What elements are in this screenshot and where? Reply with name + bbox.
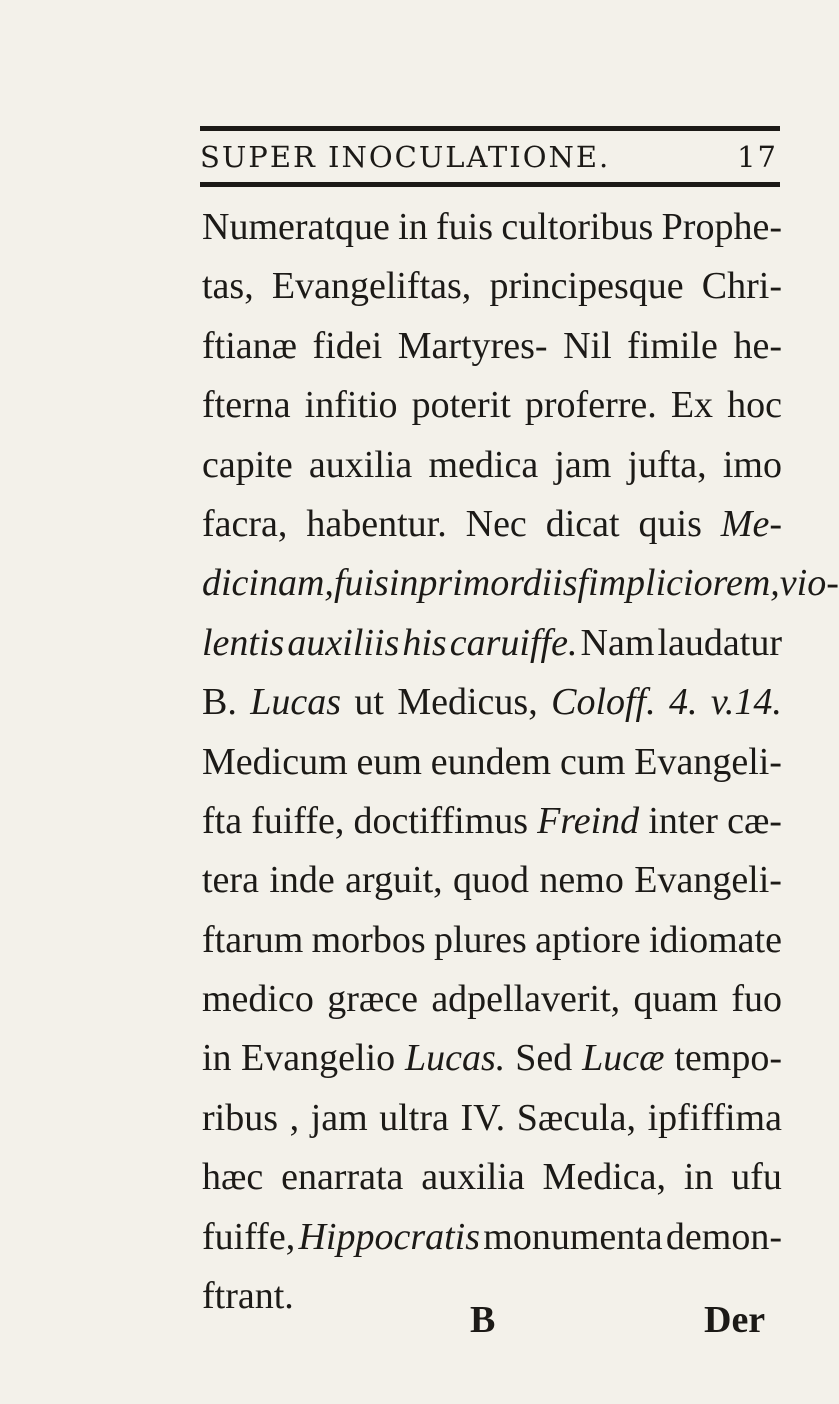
- word: fuiffe,: [202, 1215, 296, 1258]
- word: ftrant.: [202, 1275, 294, 1318]
- word: Medica,: [542, 1156, 666, 1199]
- word: Prophe-: [661, 206, 782, 248]
- text-line: [202, 911, 782, 970]
- italic-word: 4.: [669, 681, 698, 724]
- word: plures: [433, 918, 527, 961]
- word: poterit: [411, 384, 511, 427]
- word: Medicus,: [397, 681, 538, 724]
- word: in: [398, 206, 428, 248]
- italic-word: lentis: [202, 621, 285, 664]
- word: hoc: [727, 384, 782, 427]
- word: Sed: [515, 1037, 573, 1080]
- word: inter: [648, 799, 718, 842]
- word: Medicum: [202, 740, 348, 783]
- italic-word: auxiliis: [287, 621, 400, 664]
- word: cæ-: [727, 799, 782, 842]
- word: principesque: [489, 265, 684, 308]
- word: jufta,: [627, 443, 707, 486]
- word: quis: [638, 502, 702, 545]
- word: Sæcula,: [516, 1096, 636, 1139]
- word: enarrata: [281, 1156, 404, 1199]
- italic-word: Freind: [537, 799, 640, 842]
- text-line: [202, 376, 782, 435]
- word: eum: [356, 740, 422, 783]
- word: capite: [202, 443, 293, 486]
- word: ftarum: [202, 918, 304, 961]
- word: demon-: [665, 1215, 782, 1258]
- word: morbos: [311, 918, 426, 961]
- word: auxilia: [421, 1156, 525, 1199]
- text-line: [202, 317, 782, 376]
- italic-word: Coloff.: [551, 681, 656, 724]
- word: jam: [554, 443, 612, 486]
- word: tera: [202, 859, 259, 902]
- word: ftianæ: [202, 324, 297, 367]
- italic-word: Lucas.: [405, 1037, 506, 1080]
- word: Nil: [563, 324, 612, 367]
- text-line: [202, 851, 782, 910]
- word: arguit,: [345, 859, 443, 902]
- word: fuiffe,: [251, 799, 345, 842]
- italic-word: Lucæ: [582, 1037, 665, 1080]
- text-line: [202, 970, 782, 1029]
- word: fuis: [436, 206, 494, 248]
- text-line: [202, 554, 839, 613]
- word: ultra: [379, 1096, 449, 1139]
- catchword: Der: [704, 1299, 766, 1341]
- word: auxilia: [308, 443, 413, 486]
- word: infitio: [304, 384, 398, 427]
- word: græce: [327, 978, 418, 1021]
- word: idiomate: [649, 918, 782, 961]
- word: Numeratque: [202, 206, 390, 248]
- word: fimile: [627, 324, 718, 367]
- word: dicat: [545, 502, 620, 545]
- word: Evangeli-: [634, 859, 782, 902]
- word: fidei: [312, 324, 383, 367]
- word: quod: [453, 859, 530, 902]
- text-line: [202, 1148, 782, 1207]
- word: eundem: [430, 740, 552, 783]
- word: Nam: [580, 621, 655, 664]
- text-line: [202, 614, 782, 673]
- text-line: [202, 1089, 782, 1148]
- word: medico: [202, 978, 314, 1021]
- italic-word: Hippocratis: [298, 1215, 481, 1258]
- word: in Evangelio: [202, 1037, 396, 1080]
- word: proferre.: [524, 384, 657, 427]
- word: B.: [202, 681, 237, 724]
- word: medica: [428, 443, 539, 486]
- word: quam: [633, 978, 718, 1021]
- word: ut: [354, 681, 384, 724]
- running-head: [200, 140, 780, 180]
- word: ,: [289, 1096, 300, 1139]
- page-number: 17: [737, 140, 778, 174]
- text-line: [202, 792, 782, 851]
- text-line: [202, 436, 782, 495]
- header-rule-bottom: [200, 182, 780, 187]
- word: cum: [559, 740, 626, 783]
- word: fterna: [202, 384, 291, 427]
- word: doctiffimus: [353, 799, 529, 842]
- word: habentur.: [306, 502, 447, 545]
- word: ribus: [202, 1096, 278, 1139]
- word: IV.: [460, 1096, 506, 1139]
- italic-word: his: [402, 621, 447, 664]
- italic-word: Me-: [720, 502, 782, 545]
- word: jam: [310, 1096, 368, 1139]
- italic-word: dicinam,: [202, 562, 334, 605]
- text-line: [202, 198, 782, 257]
- word: cultoribus: [501, 206, 654, 248]
- word: Martyres-: [397, 324, 548, 367]
- word: tas,: [202, 265, 254, 308]
- text-line: [202, 733, 782, 792]
- text-line: [202, 495, 782, 554]
- word: nemo: [539, 859, 624, 902]
- body-text: [202, 198, 839, 1326]
- word: Nec: [465, 502, 527, 545]
- word: aptiore: [535, 918, 641, 961]
- word: imo: [722, 443, 782, 486]
- word: Evangeliftas,: [271, 265, 472, 308]
- text-line: [202, 1029, 782, 1088]
- word: tempo-: [674, 1037, 782, 1080]
- word: laudatur: [657, 621, 782, 664]
- word: inde: [269, 859, 335, 902]
- italic-word: caruiffe.: [449, 621, 578, 664]
- italic-word: in: [388, 562, 419, 605]
- word: monumenta: [483, 1215, 663, 1258]
- word: in: [683, 1156, 714, 1199]
- word: hæc: [202, 1156, 264, 1199]
- italic-word: Lucas: [250, 681, 342, 724]
- signature-mark: B: [470, 1299, 496, 1341]
- header-rule-top: [200, 126, 780, 131]
- word: ufu: [731, 1156, 782, 1199]
- italic-word: fimpliciorem,: [577, 562, 780, 605]
- italic-word: v.14.: [710, 681, 782, 724]
- italic-word: vio-: [779, 562, 839, 605]
- italic-word: primordiis: [418, 562, 578, 605]
- running-title: SUPER INOCULATIONE.: [200, 140, 611, 174]
- text-line: [202, 257, 782, 316]
- word: facra,: [202, 502, 288, 545]
- italic-word: fuis: [333, 562, 389, 605]
- word: fta: [202, 799, 243, 842]
- text-line: [202, 1208, 782, 1267]
- word: Chri-: [701, 265, 782, 308]
- word: Ex: [670, 384, 714, 427]
- word: he-: [733, 324, 782, 367]
- word: Evangeli-: [634, 740, 782, 783]
- text-line: [202, 673, 782, 732]
- word: adpellaverit,: [431, 978, 621, 1021]
- word: ipfiffima: [647, 1096, 782, 1139]
- word: fuo: [731, 978, 782, 1021]
